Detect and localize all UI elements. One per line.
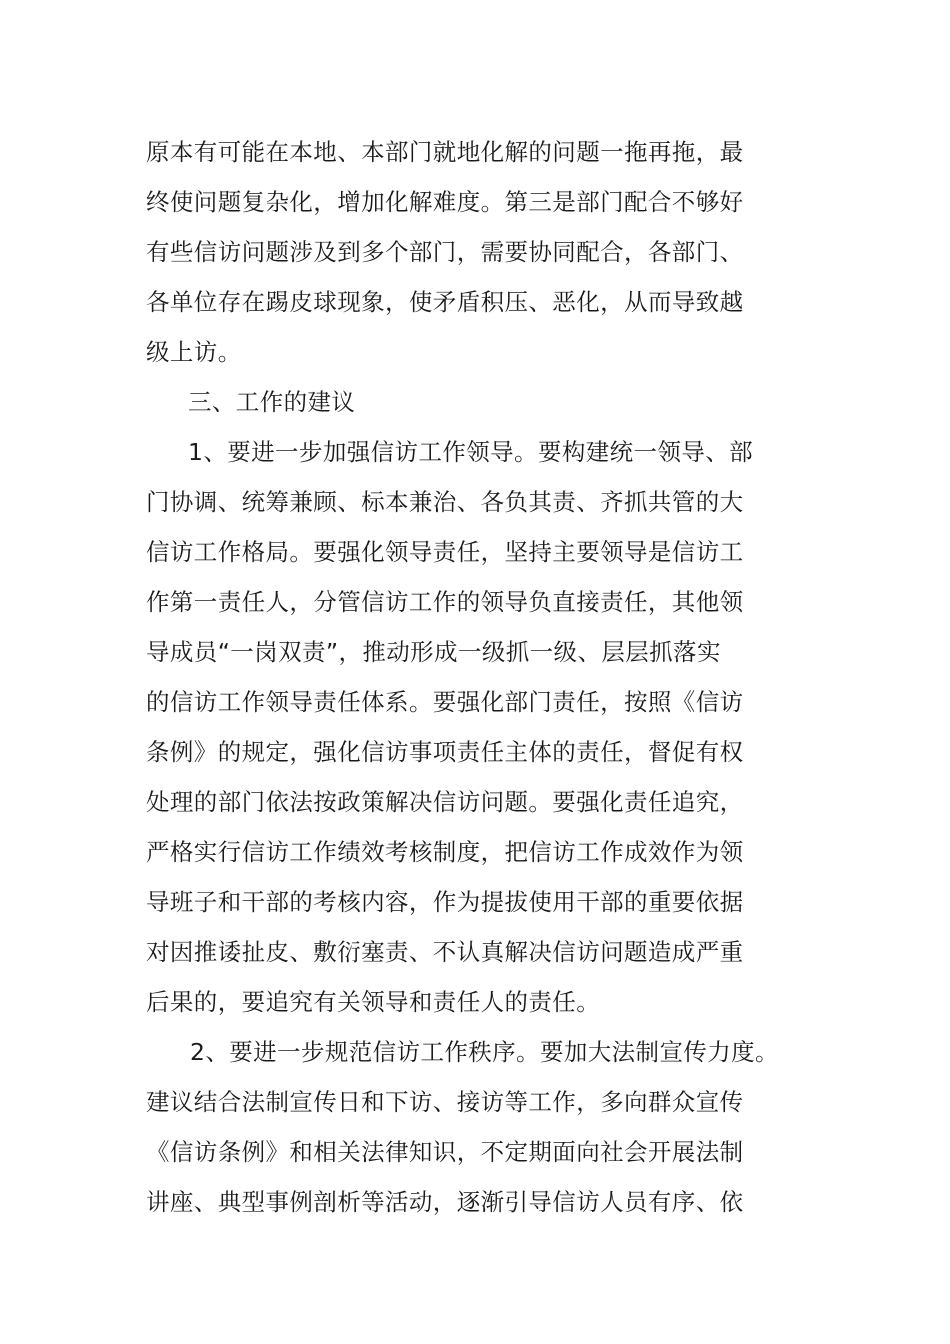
section-heading: 三、工作的建议 — [188, 388, 356, 416]
text-line: 建议结合法制宣传日和下访、接访等工作，多向群众宣传 — [146, 1088, 744, 1116]
document-body — [146, 127, 826, 1227]
text-line: 条例》的规定，强化信访事项责任主体的责任，督促有权 — [146, 738, 744, 766]
text-line: 后果的，要追究有关领导和责任人的责任。 — [146, 988, 601, 1016]
text-line: 有些信访问题涉及到多个部门，需要协同配合，各部门、 — [146, 238, 744, 266]
text-line: 严格实行信访工作绩效考核制度，把信访工作成效作为领 — [146, 838, 744, 866]
text-line: 的信访工作领导责任体系。要强化部门责任，按照《信访 — [146, 688, 744, 716]
text-line: 信访工作格局。要强化领导责任，坚持主要领导是信访工 — [146, 538, 744, 566]
text-line: 级上访。 — [146, 338, 242, 366]
text-line: 各单位存在踢皮球现象，使矛盾积压、恶化，从而导致越 — [146, 288, 744, 316]
text-line: 导班子和干部的考核内容，作为提拔使用干部的重要依据 — [146, 888, 744, 916]
paragraph-start-line: 1、要进一步加强信访工作领导。要构建统一领导、部 — [188, 438, 754, 466]
text-line: 《信访条例》和相关法律知识，不定期面向社会开展法制 — [146, 1138, 744, 1166]
paragraph-start-line: 2、要进一步规范信访工作秩序。要加大法制宣传力度。 — [190, 1038, 779, 1066]
text-line: 讲座、典型事例剖析等活动，逐渐引导信访人员有序、依 — [146, 1188, 744, 1216]
text-line: 作第一责任人，分管信访工作的领导负直接责任，其他领 — [146, 588, 744, 616]
text-line: 处理的部门依法按政策解决信访问题。要强化责任追究， — [146, 788, 744, 816]
text-line: 原本有可能在本地、本部门就地化解的问题一拖再拖，最 — [146, 138, 744, 166]
text-line: 导成员“一岗双责”，推动形成一级抓一级、层层抓落实 — [146, 638, 721, 666]
text-line: 终使问题复杂化，增加化解难度。第三是部门配合不够好 — [146, 188, 744, 216]
text-line: 对因推诿扯皮、敷衍塞责、不认真解决信访问题造成严重 — [146, 938, 744, 966]
text-line: 门协调、统筹兼顾、标本兼治、各负其责、齐抓共管的大 — [146, 488, 744, 516]
